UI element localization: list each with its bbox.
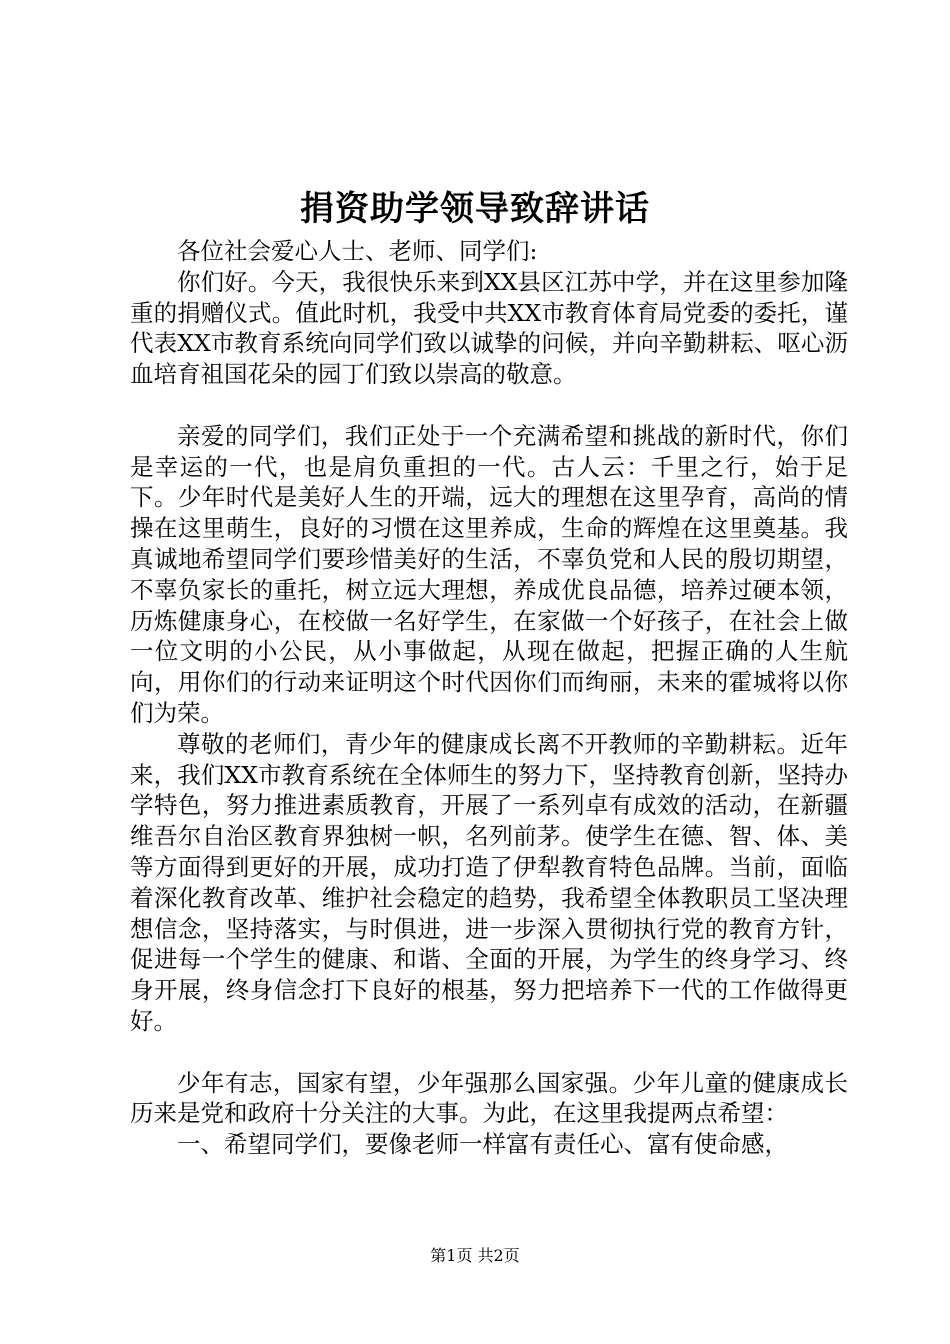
paragraph-hopes: 少年有志，国家有望，少年强那么国家强。少年儿童的健康成长历来是党和政府十分关注的大事。为此，在这里我提两点希望： — [130, 1068, 848, 1128]
salutation: 各位社会爱心人士、老师、同学们: — [177, 237, 538, 265]
document-body — [130, 236, 848, 1160]
page-footer: 第1页 共2页 — [430, 1246, 520, 1265]
document-title: 捐资助学领导致辞讲话 — [300, 189, 650, 229]
paragraph-hope-one: 一、希望同学们，要像老师一样富有责任心、富有使命感， — [177, 1130, 788, 1159]
paragraph-greeting: 你们好。今天，我很快乐来到XX县区江苏中学，并在这里参加隆重的捐赠仪式。值此时机，我受中共XX市教育体育局党委的委托，谨代表XX市教育系统向同学们致以诚挚的问候，并向辛勤耕耘、呕心沥血培育祖国花朵的园丁们致以崇高的敬意。 — [130, 267, 848, 389]
paragraph-teachers: 尊敬的老师们，青少年的健康成长离不开教师的辛勤耕耘。近年来，我们XX市教育系统在全体师生的努力下，坚持教育创新，坚持办学特色，努力推进素质教育，开展了一系列卓有成效的活动，在新疆维吾尔自治区教育界独树一帜，名列前茅。使学生在德、智、体、美等方面得到更好的开展，成功打造了伊犁教育特色品牌。当前，面临着深化教育改革、维护社会稳定的趋势，我希望全体教职员工坚决理想信念，坚持落实，与时俱进，进一步深入贯彻执行党的教育方针，促进每一个学生的健康、和谐、全面的开展，为学生的终身学习、终身开展，终身信念打下良好的根基，努力把培养下一代的工作做得更好。 — [130, 729, 848, 1035]
paragraph-students: 亲爱的同学们，我们正处于一个充满希望和挑战的新时代，你们是幸运的一代，也是肩负重担的一代。古人云：千里之行，始于足下。少年时代是美好人生的开端，远大的理想在这里孕育，高尚的情操在这里萌生，良好的习惯在这里养成，生命的辉煌在这里奠基。我真诚地希望同学们要珍惜美好的生活，不辜负党和人民的殷切期望，不辜负家长的重托，树立远大理想，养成优良品德，培养过硬本领，历炼健康身心，在校做一名好学生，在家做一个好孩子，在社会上做一位文明的小公民，从小事做起，从现在做起，把握正确的人生航向，用你们的行动来证明这个时代因你们而绚丽，未来的霍城将以你们为荣。 — [130, 421, 848, 727]
